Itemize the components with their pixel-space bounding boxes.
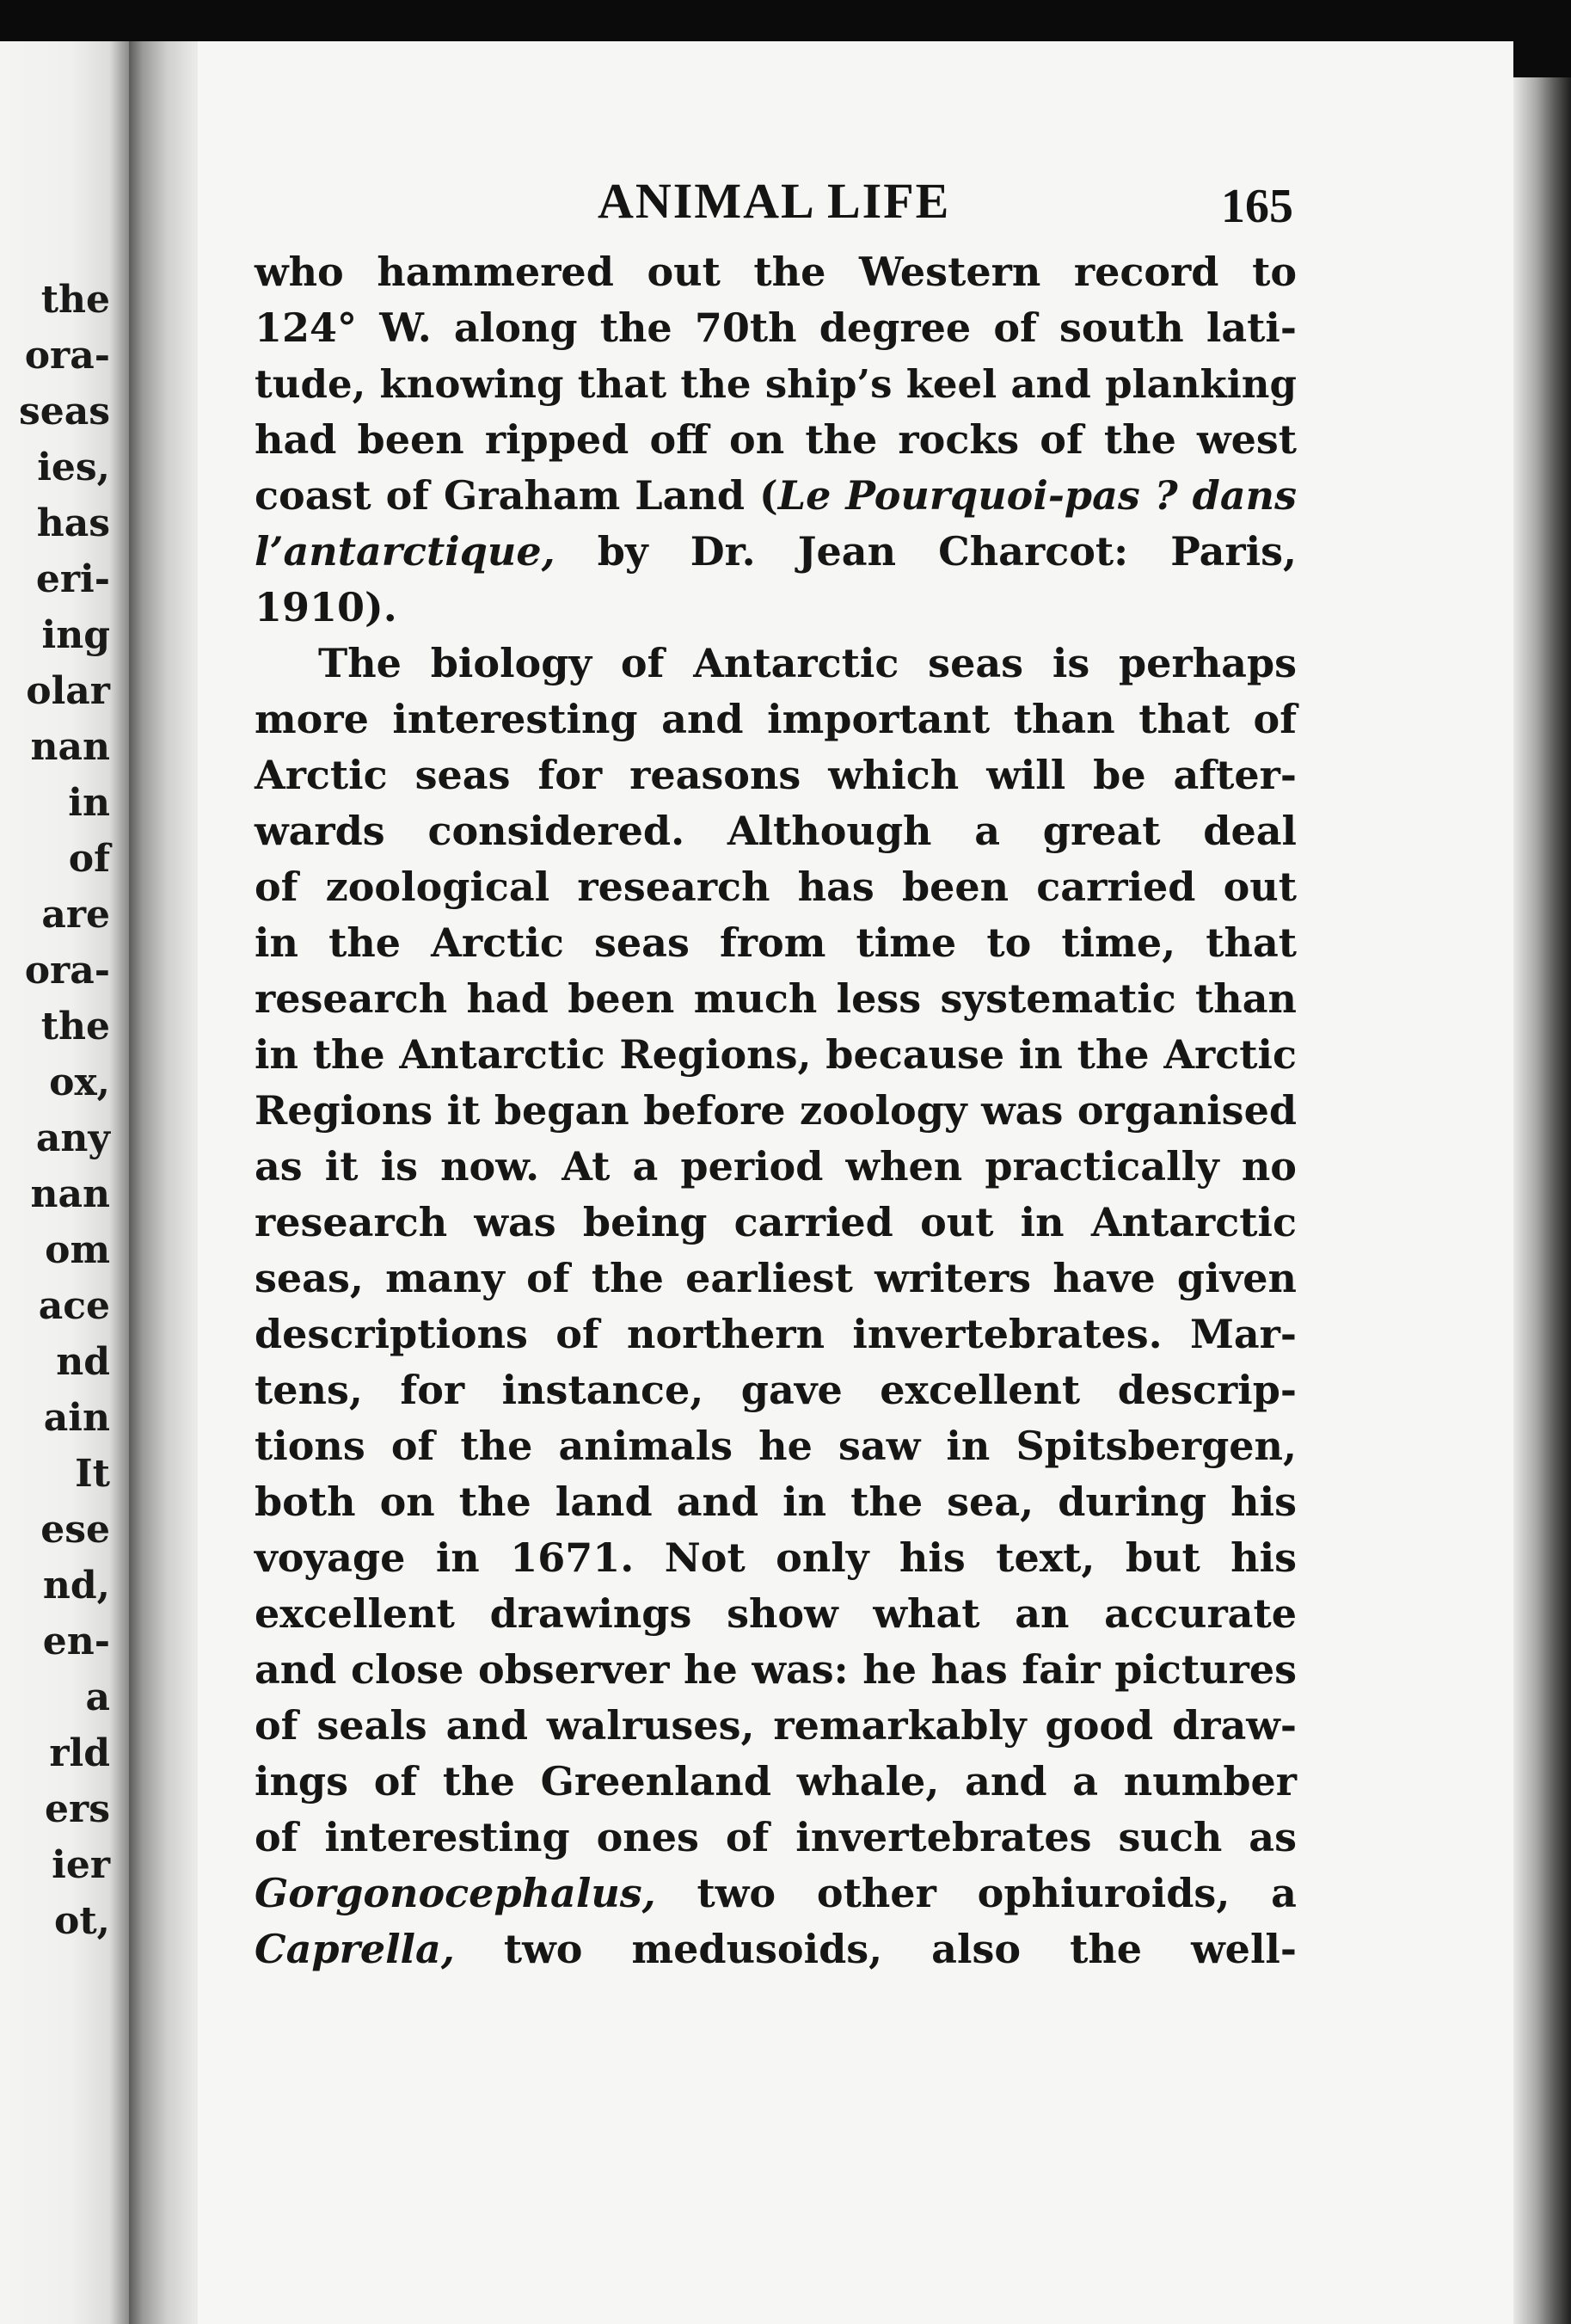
- text-run: tens, for instance, gave excellent descrip-: [255, 1367, 1297, 1413]
- text-line: [255, 1866, 1297, 1921]
- text-line: [255, 1083, 1297, 1139]
- previous-page-line-ending: ies,: [37, 446, 110, 489]
- text-line: [255, 692, 1297, 747]
- text-line: [255, 1810, 1297, 1866]
- text-run: of zoological research has been carried out: [255, 864, 1297, 910]
- previous-page-line-ending: olar: [26, 669, 110, 713]
- page-edge: [1513, 77, 1571, 2324]
- text-run: of interesting ones of invertebrates such as: [255, 1814, 1297, 1860]
- italic-run: Caprella,: [255, 1926, 455, 1972]
- text-line: [255, 1698, 1297, 1754]
- text-run: Regions it began before zoology was organised: [255, 1087, 1297, 1134]
- text-line: [255, 356, 1297, 412]
- text-run: Arctic seas for reasons which will be after-: [255, 752, 1297, 798]
- previous-page-line-ending: ot,: [54, 1899, 110, 1943]
- text-run: both on the land and in the sea, during his: [255, 1479, 1297, 1525]
- text-run: descriptions of northern invertebrates. Mar-: [255, 1311, 1297, 1357]
- text-run: coast of Graham Land (: [255, 472, 778, 519]
- previous-page-line-ending: om: [45, 1228, 110, 1272]
- text-line: [255, 803, 1297, 859]
- text-line: [255, 1586, 1297, 1642]
- previous-page-line-ending: ese: [40, 1508, 110, 1552]
- previous-page-line-ending: rld: [49, 1731, 110, 1775]
- text-line: [255, 859, 1297, 915]
- text-line: [255, 1474, 1297, 1530]
- previous-page-line-ending: the: [40, 278, 110, 322]
- text-run: tude, knowing that the ship’s keel and planking: [255, 361, 1297, 407]
- text-line: [255, 1642, 1297, 1698]
- previous-page-line-ending: It: [75, 1452, 110, 1496]
- previous-page-line-ending: the: [40, 1005, 110, 1048]
- text-line: [255, 244, 1297, 300]
- previous-page-line-ending: ain: [43, 1396, 110, 1440]
- text-line: [255, 1754, 1297, 1810]
- text-run: research was being carried out in Antarctic: [255, 1199, 1297, 1245]
- text-run: wards considered. Although a great deal: [255, 808, 1297, 854]
- text-line: [255, 468, 1297, 524]
- running-head: ANIMAL LIFE: [598, 173, 951, 229]
- previous-page-line-ending: nan: [30, 725, 110, 769]
- text-run: voyage in 1671. Not only his text, but his: [255, 1534, 1297, 1581]
- text-line: [255, 300, 1297, 356]
- previous-page-line-ending: ora-: [24, 334, 110, 378]
- previous-page-line-ending: of: [68, 837, 110, 881]
- text-line: [255, 524, 1297, 580]
- previous-page-line-ending: are: [41, 893, 110, 937]
- previous-page-line-ending: nan: [30, 1172, 110, 1216]
- text-line: [255, 1027, 1297, 1083]
- text-run: excellent drawings show what an accurate: [255, 1590, 1297, 1637]
- text-run: 124° W. along the 70th degree of south lati-: [255, 304, 1297, 351]
- text-run: of seals and walruses, remarkably good draw-: [255, 1702, 1297, 1749]
- text-run: more interesting and important than that of: [255, 696, 1297, 742]
- text-line: [255, 1251, 1297, 1306]
- text-line: [255, 915, 1297, 971]
- italic-run: Gorgonocephalus,: [255, 1870, 656, 1916]
- previous-page-line-ending: ace: [38, 1284, 110, 1328]
- previous-page-sliver: [0, 41, 129, 2324]
- text-run: by Dr. Jean Charcot: Paris,: [555, 528, 1297, 575]
- text-line: [255, 747, 1297, 803]
- text-run: ings of the Greenland whale, and a number: [255, 1758, 1297, 1804]
- text-run: The biology of Antarctic seas is perhaps: [318, 640, 1297, 686]
- text-line: [255, 412, 1297, 468]
- text-run: two medusoids, also the well-: [454, 1926, 1297, 1972]
- text-run: 1910).: [255, 584, 397, 630]
- book-gutter: [129, 41, 198, 2324]
- text-run: had been ripped off on the rocks of the west: [255, 416, 1297, 463]
- text-run: two other ophiuroids, a: [655, 1870, 1297, 1916]
- previous-page-line-ending: eri-: [35, 557, 110, 601]
- text-line: [255, 1195, 1297, 1251]
- text-run: in the Antarctic Regions, because in the Arctic: [255, 1031, 1297, 1078]
- previous-page-line-ending: nd: [56, 1340, 110, 1384]
- previous-page-line-ending: nd,: [42, 1564, 110, 1608]
- text-run: in the Arctic seas from time to time, that: [255, 919, 1297, 966]
- previous-page-line-ending: en-: [42, 1620, 110, 1663]
- text-line: [255, 580, 1297, 636]
- text-line: [255, 1362, 1297, 1418]
- text-line: [255, 1139, 1297, 1195]
- previous-page-line-ending: in: [68, 781, 110, 825]
- italic-run: l’antarctique,: [255, 528, 555, 575]
- page-number: 165: [1221, 180, 1293, 233]
- text-line: [255, 1306, 1297, 1362]
- previous-page-line-ending: ers: [45, 1787, 110, 1831]
- previous-page-line-ending: seas: [18, 390, 110, 433]
- previous-page-line-ending: ox,: [49, 1061, 110, 1104]
- text-run: and close observer he was: he has fair pictures: [255, 1646, 1297, 1693]
- text-line: [255, 1530, 1297, 1586]
- text-line: [255, 636, 1297, 692]
- previous-page-line-ending: a: [85, 1675, 110, 1719]
- text-line: [255, 1418, 1297, 1474]
- previous-page-line-ending: ier: [52, 1843, 110, 1887]
- text-line: [255, 971, 1297, 1027]
- body-text: [255, 244, 1297, 1977]
- text-run: as it is now. At a period when practically no: [255, 1143, 1297, 1190]
- previous-page-line-endings: [19, 272, 110, 1949]
- previous-page-line-ending: ing: [41, 613, 110, 657]
- previous-page-line-ending: has: [36, 501, 110, 545]
- text-run: who hammered out the Western record to: [255, 249, 1297, 295]
- previous-page-line-ending: ora-: [24, 949, 110, 993]
- text-run: seas, many of the earliest writers have given: [255, 1255, 1297, 1301]
- previous-page-line-ending: any: [35, 1116, 110, 1160]
- text-line: [255, 1921, 1297, 1977]
- text-run: tions of the animals he saw in Spitsbergen,: [255, 1423, 1297, 1469]
- italic-run: Le Pourquoi-pas ? dans: [777, 472, 1297, 519]
- text-run: research had been much less systematic than: [255, 975, 1297, 1022]
